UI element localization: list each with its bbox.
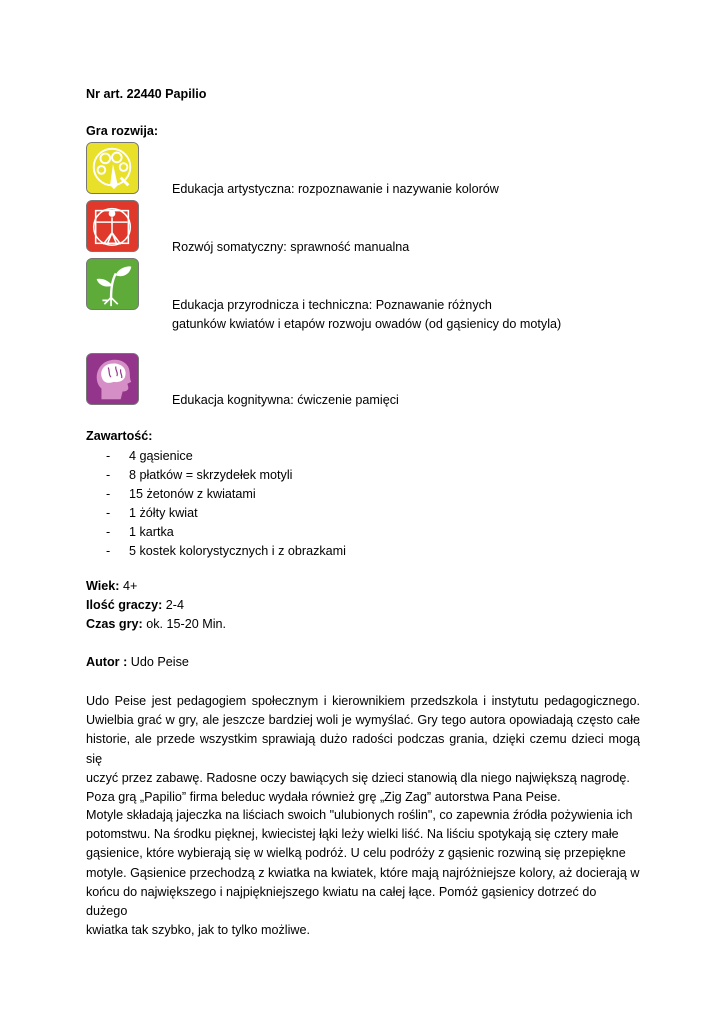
time-value: ok. 15-20 Min. (142, 617, 227, 631)
age-row (86, 579, 137, 593)
time-row (86, 617, 226, 631)
author-value: Udo Peise (127, 655, 189, 669)
list-dash: - (106, 487, 111, 501)
skill-artistic: Edukacja artystyczna: rozpoznawanie i nazywanie kolorów (172, 182, 499, 196)
game-description: Motyle składają jajeczka na liściach swoich "ulubionych roślin", co zapewnia źródła pożywienia ich potomstwu. Na środku pięknej, kwiecistej łąki leży wielki liść. Na liściu spotykają się cztery małe gąsienice, które wybierają się w wielką podróż. U celu podróży z gąsienic rozwiną się przepiękne motyle. Gąsienice przechodzą z kwiatka na kwiatek, które mają najróżniejsze kolory, aż docierają w końcu do największego i najpiękniejszego kwiatu na całej łące. Pomóż gąsienicy dotrzeć do dużego kwiatka tak szybko, jak to tylko możliwe. (86, 808, 640, 938)
players-label: Ilość graczy: (86, 598, 163, 612)
palette-icon (86, 142, 139, 194)
age-value: 4+ (119, 579, 138, 593)
sprout-icon (86, 258, 139, 310)
list-dash: - (106, 449, 111, 463)
brain-head-icon (86, 353, 139, 405)
skill-somatic: Rozwój somatyczny: sprawność manualna (172, 240, 410, 254)
list-dash: - (106, 525, 111, 539)
list-item: - 4 gąsienice (106, 447, 193, 466)
skill-nature-line1: Edukacja przyrodnicza i techniczna: Poznawanie różnych (172, 298, 492, 312)
list-item: - 8 płatków = skrzydełek motyli (106, 466, 292, 485)
list-item: - 15 żetonów z kwiatami (106, 485, 256, 504)
skills-heading: Gra rozwija: (86, 124, 159, 138)
article-title: Nr art. 22440 Papilio (86, 87, 207, 101)
author-label: Autor : (86, 655, 128, 669)
list-item: - 1 żółty kwiat (106, 504, 198, 523)
skill-nature-line2: gatunków kwiatów i etapów rozwoju owadów (od gąsienicy do motyla) (172, 317, 562, 331)
players-value: 2-4 (162, 598, 184, 612)
list-dash: - (106, 468, 111, 482)
list-dash: - (106, 544, 111, 558)
contents-heading: Zawartość: (86, 429, 153, 443)
vitruvian-man-icon (86, 200, 139, 252)
list-dash: - (106, 506, 111, 520)
players-row (86, 598, 184, 612)
author-row (86, 655, 189, 669)
author-bio: Udo Peise jest pedagogiem społecznym i kierownikiem przedszkola i instytutu pedagogicznego. Uwielbia grać w gry, ale jeszcze bardziej woli je wymyślać. Gry tego autora opowiadają często całe historie, ale przede wszystkim sprawiają dużo radości podczas grania, dzięki czemu dzieci mogą się uczyć przez zabawę. Radosne oczy bawiących się dzieci stanowią dla niego największą nagrodę. Poza grą „Papilio” firma beleduc wydała również grę „Zig Zag” autorstwa Pana Peise. (86, 694, 640, 805)
list-item: - 5 kostek kolorystycznych i z obrazkami (106, 542, 346, 561)
skill-cognitive: Edukacja kognitywna: ćwiczenie pamięci (172, 393, 399, 407)
list-item: - 1 kartka (106, 523, 174, 542)
age-label: Wiek: (86, 579, 120, 593)
time-label: Czas gry: (86, 617, 143, 631)
